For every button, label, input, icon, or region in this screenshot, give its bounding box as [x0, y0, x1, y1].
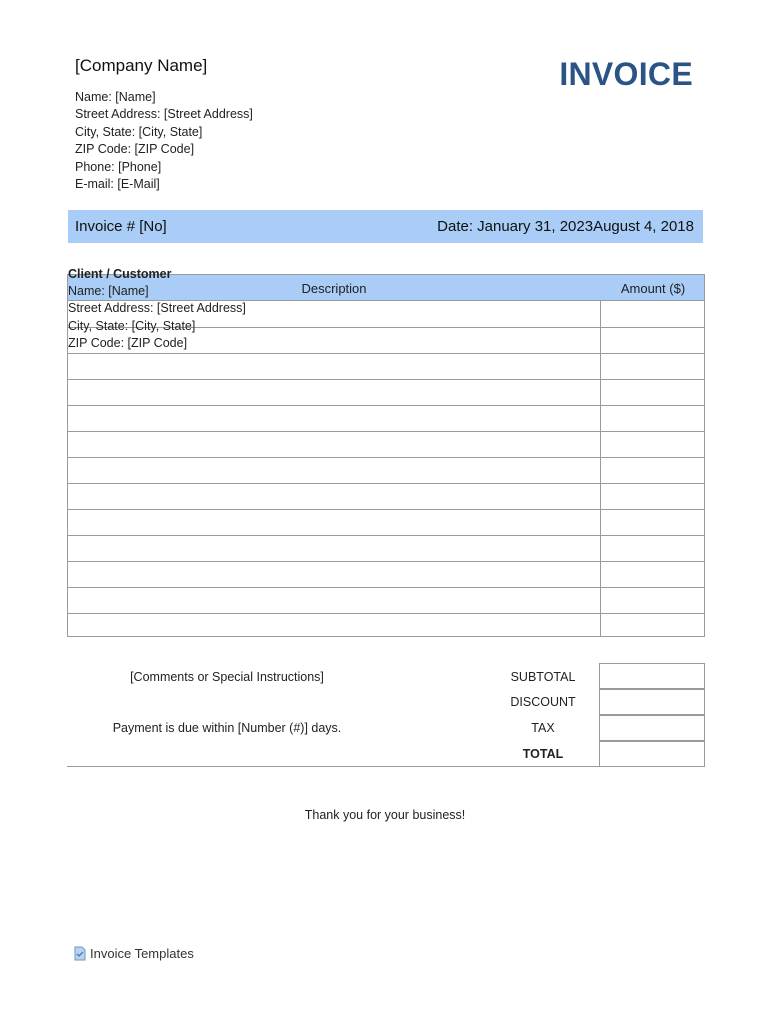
row-divider [68, 535, 704, 536]
total-value-cell [599, 741, 705, 767]
brand-name: Invoice Templates [90, 946, 194, 961]
comments-placeholder: [Comments or Special Instructions] [130, 670, 324, 684]
brand-logo [74, 946, 194, 961]
row-divider [68, 613, 704, 614]
discount-label: DISCOUNT [510, 695, 576, 709]
discount-value-cell [599, 689, 705, 715]
client-zip: ZIP Code: [ZIP Code] [68, 336, 188, 351]
subtotal-label: SUBTOTAL [510, 670, 576, 684]
sender-name: Name: [Name] [75, 90, 156, 104]
client-street: Street Address: [Street Address] [68, 301, 246, 316]
sender-city-state: City, State: [City, State] [75, 124, 203, 139]
row-divider [68, 561, 704, 562]
subtotal-value-cell [599, 663, 705, 689]
total-label: TOTAL [522, 747, 564, 761]
sender-details [75, 89, 253, 193]
client-section-title: Client / Customer [68, 267, 172, 281]
client-city-state: City, State: [City, State] [68, 318, 196, 333]
description-column-header: Description [301, 281, 367, 296]
sender-phone: Phone: [Phone] [75, 159, 162, 174]
client-name: Name: [Name] [68, 284, 149, 298]
invoice-document-icon [74, 946, 86, 961]
amount-column-header: Amount ($) [620, 281, 686, 296]
tax-value-cell [599, 715, 705, 741]
tax-label: TAX [531, 721, 555, 735]
row-divider [68, 509, 704, 510]
invoice-number: Invoice # [No] [75, 218, 167, 235]
row-divider [68, 405, 704, 406]
payment-terms: Payment is due within [Number (#)] days. [112, 721, 342, 735]
row-divider [68, 457, 704, 458]
row-divider [68, 353, 704, 354]
row-divider [68, 483, 704, 484]
sender-email: E-mail: [E-Mail] [75, 177, 160, 192]
row-divider [68, 431, 704, 432]
footer-divider [67, 766, 600, 767]
invoice-info-bar [68, 210, 703, 243]
row-divider [68, 587, 704, 588]
sender-street: Street Address: [Street Address] [75, 107, 253, 122]
invoice-date: Date: January 31, 2023August 4, 2018 [437, 218, 694, 235]
sender-zip: ZIP Code: [ZIP Code] [75, 142, 195, 157]
company-name: [Company Name] [75, 56, 208, 75]
thank-you-note: Thank you for your business! [304, 808, 466, 822]
invoice-title: INVOICE [559, 56, 693, 92]
client-details [68, 283, 246, 353]
row-divider [68, 379, 704, 380]
